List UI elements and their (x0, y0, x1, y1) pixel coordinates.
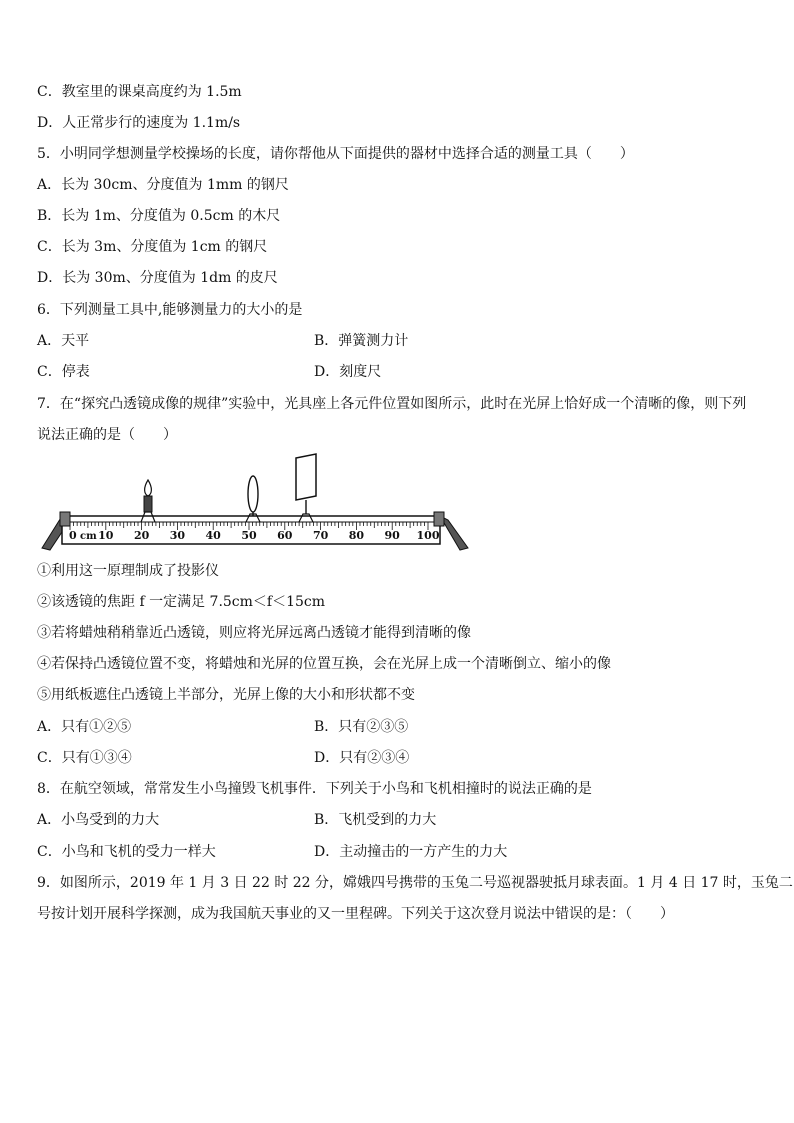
q4-option-d: D．人正常步行的速度为 1.1m/s (37, 115, 241, 131)
q6-option-d: D．刻度尺 (314, 364, 382, 380)
q9-stem-line-2: 号按计划开展科学探测，成为我国航天事业的又一里程碑。下列关于这次登月说法中错误的是：（ ） (37, 906, 674, 922)
q6-option-b: B．弹簧测力计 (314, 333, 409, 349)
q6-option-a: A．天平 (37, 333, 90, 349)
q6-stem: 6．下列测量工具中,能够测量力的大小的是 (37, 302, 303, 318)
q7-statement-3: ③若将蜡烛稍稍靠近凸透镜，则应将光屏远离凸透镜才能得到清晰的像 (37, 625, 471, 641)
scale-label: 20 (133, 529, 150, 542)
q5-stem: 5．小明同学想测量学校操场的长度，请你帮他从下面提供的器材中选择合适的测量工具（ ） (37, 146, 634, 162)
q5-option-a: A．长为 30cm、分度值为 1mm 的钢尺 (37, 177, 289, 193)
q7-option-a: A．只有①②⑤ (37, 719, 132, 735)
q7-option-c: C．只有①③④ (37, 750, 132, 766)
scale-label: 40 (205, 529, 221, 542)
q7-statement-2: ②该透镜的焦距 f 一定满足 7.5cm＜f＜15cm (37, 594, 326, 610)
candle-flame (145, 480, 152, 496)
q8-option-c: C．小鸟和飞机的受力一样大 (37, 844, 216, 860)
scale-label: 70 (312, 529, 329, 542)
q7-statement-1: ①利用这一原理制成了投影仪 (37, 563, 219, 579)
q5-option-c: C．长为 3m、分度值为 1cm 的钢尺 (37, 239, 268, 255)
q7-option-d: D．只有②③④ (314, 750, 410, 766)
q7-stem-line-2: 说法正确的是（ ） (37, 427, 177, 443)
light-screen (296, 454, 316, 522)
q8-option-d: D．主动撞击的一方产生的力大 (314, 844, 508, 860)
scale-label: 10 (98, 529, 114, 542)
q8-option-a: A．小鸟受到的力大 (37, 812, 160, 828)
scale-label: 60 (277, 529, 293, 542)
scale-label: 50 (241, 529, 257, 542)
q7-statement-4: ④若保持凸透镜位置不变，将蜡烛和光屏的位置互换，会在光屏上成一个清晰倒立、缩小的像 (37, 656, 611, 672)
q4-option-c: C．教室里的课桌高度约为 1.5m (37, 84, 242, 100)
q8-stem: 8．在航空领域，常常发生小鸟撞毁飞机事件．下列关于小鸟和飞机相撞时的说法正确的是 (37, 781, 592, 797)
q5-option-b: B．长为 1m、分度值为 0.5cm 的木尺 (37, 208, 281, 224)
optical-bench-svg (40, 450, 470, 554)
screen-panel (296, 454, 316, 500)
q8-option-b: B．飞机受到的力大 (314, 812, 437, 828)
lens (246, 476, 260, 522)
scale-label: 80 (348, 529, 365, 542)
q7-option-b: B．只有②③⑤ (314, 719, 409, 735)
lens-glass (248, 476, 258, 512)
q5-option-d: D．长为 30m、分度值为 1dm 的皮尺 (37, 270, 278, 286)
q9-stem-line-1: 9．如图所示，2019 年 1 月 3 日 22 时 22 分，嫦娥四号携带的玉兔二号巡视器驶抵月球表面。1 月 4 日 17 时，玉兔二 (37, 875, 793, 891)
right-end-block (434, 512, 444, 526)
q7-statement-5: ⑤用纸板遮住凸透镜上半部分，光屏上像的大小和形状都不变 (37, 687, 415, 703)
scale-label: 90 (384, 529, 400, 542)
left-end-block (60, 512, 70, 526)
q7-stem-line-1: 7．在“探究凸透镜成像的规律”实验中，光具座上各元件位置如图所示，此时在光屏上恰好成一个清晰的像，则下列 (37, 396, 747, 412)
q6-option-c: C．停表 (37, 364, 90, 380)
scale-label: 100 (416, 529, 440, 542)
scale-label: 0 (69, 529, 77, 542)
optical-bench-figure (40, 450, 470, 554)
scale-label: 30 (169, 529, 186, 542)
unit-label: cm (80, 531, 97, 542)
candle-body (144, 496, 152, 512)
